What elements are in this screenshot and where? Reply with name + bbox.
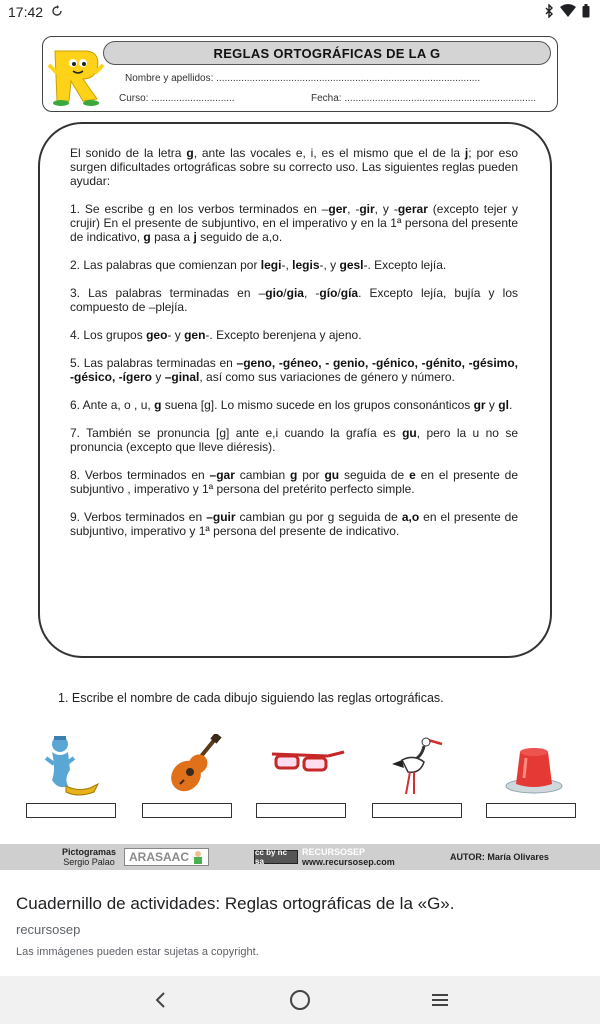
rules-intro: El sonido de la letra g, ante las vocales e, i, es el mismo que el de la j; por eso surgen dificultades ortográficas sobre su correcto uso. Las siguientes reglas pueden ayudar: — [70, 146, 518, 188]
recursosep-brand: RECURSOSEP www.recursosep.com — [302, 847, 395, 867]
recents-button[interactable] — [420, 980, 460, 1020]
back-button[interactable] — [140, 980, 180, 1020]
image-info-panel — [0, 870, 600, 976]
rule-item: 6. Ante a, o , u, g suena [g]. Lo mismo sucede en los grupos consonánticos gr y gl. — [70, 398, 513, 412]
worksheet-header — [42, 36, 558, 112]
jelly-icon — [498, 734, 578, 800]
home-button[interactable] — [280, 980, 320, 1020]
cc-license-badge: cc by nc sa — [254, 850, 298, 864]
image-source[interactable]: recursosep — [16, 922, 81, 937]
copyright-note: Las immágenes pueden estar sujetas a copyright. — [16, 946, 259, 958]
author-credit: AUTOR: María Olivares — [450, 852, 549, 862]
rule-item: 9. Verbos terminados en –guir cambian gu por g seguida de a,o en el presente de subjuntivo, imperativo y 1ª persona del presente de indicativo. — [70, 510, 518, 538]
pictograms-credit: Pictogramas Sergio Palao — [62, 847, 117, 867]
worksheet-title: REGLAS ORTOGRÁFICAS DE LA G — [103, 41, 551, 65]
answer-box-stork[interactable] — [372, 803, 462, 818]
rule-item: 8. Verbos terminados en –gar cambian g por gu seguida de e en el presente de subjuntivo , imperativo y 1ª persona del pretérito perfecto simple. — [70, 468, 519, 496]
battery-icon — [582, 4, 590, 21]
worksheet-footer — [0, 844, 600, 870]
rule-item: 2. Las palabras que comienzan por legi-, legis-, y gesl-. Excepto lejía. — [70, 258, 447, 272]
rule-item: 3. Las palabras terminadas en –gio/gia, -gío/gía. Excepto lejía, bujía y los compuesto de –plejía. — [70, 286, 518, 314]
rule-item: 1. Se escribe g en los verbos terminados en –ger, -gir, y -gerar (excepto tejer y crujir) En el presente de subjuntivo, en el imperativo y en la 1ª persona del presente de indicativo, g pasa a j seguido de a,o. — [70, 202, 518, 244]
bluetooth-icon — [544, 4, 554, 21]
rules-box — [38, 122, 552, 658]
menu-icon — [431, 993, 449, 1007]
stork-icon — [384, 734, 464, 800]
rule-item: 7. También se pronuncia [g] ante e,i cuando la grafía es gu, pero la u no se pronuncia (excepto que lleve diéresis). — [70, 426, 519, 454]
sync-icon — [51, 4, 63, 20]
answer-box-jelly[interactable] — [486, 803, 576, 818]
navigation-bar — [0, 976, 600, 1024]
pictures-row — [24, 734, 580, 804]
answer-box-genie[interactable] — [26, 803, 116, 818]
worksheet-image[interactable] — [0, 24, 600, 870]
name-label: Nombre y apellidos: — [125, 73, 214, 84]
answer-box-glasses[interactable] — [256, 803, 346, 818]
date-field: Fecha: ..................................................................... — [311, 93, 537, 104]
rule-item: 5. Las palabras terminadas en –geno, -géneo, - genio, -génico, -génito, -gésimo, -gésico, -ígero y –ginal, así como sus variaciones de género y número. — [70, 356, 519, 384]
back-icon — [153, 991, 167, 1009]
home-icon — [289, 989, 311, 1011]
name-field: Nombre y apellidos: ............................................................................................... — [125, 73, 481, 84]
image-title[interactable]: Cuadernillo de actividades: Reglas ortográficas de la «G». — [16, 894, 455, 913]
letter-mascot-icon — [47, 43, 105, 107]
arasaac-logo: ARASAAC — [124, 848, 209, 866]
glasses-icon — [268, 734, 348, 800]
status-time: 17:42 — [8, 4, 44, 20]
wifi-icon — [560, 4, 576, 20]
date-label: Fecha: — [311, 93, 342, 104]
status-bar — [0, 0, 600, 24]
course-label: Curso: — [119, 93, 149, 104]
answer-box-guitar[interactable] — [142, 803, 232, 818]
rule-item: 4. Los grupos geo- y gen-. Excepto berenjena y ajeno. — [70, 328, 362, 342]
guitar-icon — [154, 734, 234, 800]
exercise-instruction: 1. Escribe el nombre de cada dibujo siguiendo las reglas ortográficas. — [58, 691, 444, 705]
genie-icon — [38, 734, 118, 800]
course-field: Curso: .............................. — [119, 93, 235, 104]
